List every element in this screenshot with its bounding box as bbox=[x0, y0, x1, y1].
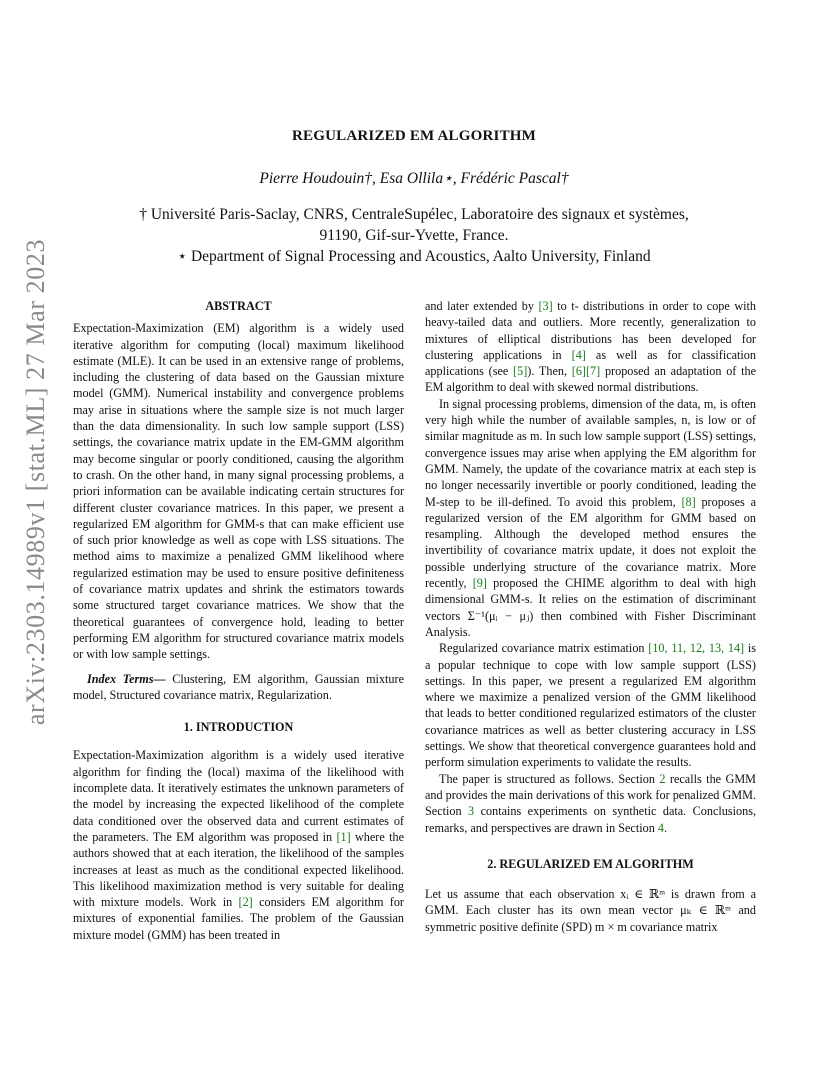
section-link[interactable]: 2 bbox=[659, 771, 666, 786]
arxiv-identifier: arXiv:2303.14989v1 [stat.ML] 27 Mar 2023 bbox=[21, 238, 50, 726]
citation-link[interactable]: [3] bbox=[538, 299, 553, 313]
affiliation-line-2: 91190, Gif-sur-Yvette, France. bbox=[319, 227, 509, 244]
section-link[interactable]: 4 bbox=[657, 820, 664, 835]
abstract-text: Expectation-Maximization (EM) algorithm is a widely used iterative algorithm for computing (local) maximum likelihood estimate (MLE). It can be used in an extensive range of problems, including the clustering of data based on the Gaussian mixture model (GMM). Numerical instability and convergence problems may arise in situations where the sample size is not much larger than the data dimensionality. In such low sample support (LSS) settings, the covariance matrix update in the EM-GMM algorithm may become singular or poorly conditioned, causing the algorithm to crash. On the other hand, in many signal processing problems, a priori information can be available indicating certain structures for different cluster covariance matrices. In this paper, we present a regularized EM algorithm for GMM-s that can make efficient use of such prior knowledge as well as cope with LSS situations. The method aims to maximize a penalized GMM likelihood where regularized estimation may be used to ensure positive definiteness of covariance matrix updates and shrink the estimators towards some structured target covariance matrices. We show that the theoretical guarantees of convergence hold, leading to better performing EM algorithm for structured covariance matrix models or with low sample settings. bbox=[73, 321, 404, 662]
citation-link[interactable]: [2] bbox=[238, 895, 253, 910]
index-terms-text: Clustering, EM algorithm, Gaussian mixture model, Structured covariance matrix, Regularization. bbox=[73, 671, 404, 702]
left-column bbox=[73, 298, 404, 943]
citation-link[interactable]: [10, 11, 12, 13, 14] bbox=[648, 641, 745, 656]
citation-link[interactable]: [4] bbox=[571, 347, 586, 362]
index-terms bbox=[73, 671, 404, 704]
section-link[interactable]: 3 bbox=[468, 804, 475, 819]
citation-link[interactable]: [5] bbox=[513, 364, 528, 379]
affiliation-line-1: † Université Paris-Saclay, CNRS, CentraleSupélec, Laboratoire des signaux et systèmes, bbox=[139, 206, 689, 223]
right-column bbox=[425, 298, 756, 935]
author-list: Pierre Houdouin†, Esa Ollila⋆, Frédéric Pascal† bbox=[259, 170, 569, 187]
index-terms-label: Index Terms— bbox=[87, 671, 166, 686]
arxiv-side-stamp bbox=[21, 238, 50, 726]
introduction-heading: 1. INTRODUCTION bbox=[183, 720, 294, 735]
citation-link[interactable]: [1] bbox=[336, 829, 351, 844]
affiliations bbox=[0, 204, 828, 267]
intro-paragraph-1: Expectation-Maximization algorithm is a widely used iterative algorithm for finding the (local) maxima of the likelihood with incomplete data. It iteratively estimates the unknown parameters of the model by increasing the expected likelihood of the complete data conditioned over the observed data and current estimates of the parameters. The EM algorithm was proposed in [1] where the authors showed that at each iteration, the likelihood of the samples increases at least as much as the conditional expected likelihood. This likelihood maximization method is very suitable for dealing with mixture models. Work in [2] considers EM algorithm for mixtures of exponential families. The problem of the Gaussian mixture model (GMM) has been treated in bbox=[73, 748, 404, 942]
intro-paragraph-3: Regularized covariance matrix estimation [10, 11, 12, 13, 14] is a popular technique to cope with low sample support (LSS) settings. In this paper, we present a regularized EM algorithm where we maximize a penalized version of the GMM likelihood that leads to better conditioned regularized estimators of the cluster covariance matrices as well as better clustering accuracy in LSS settings. We show that theoretical convergence guarantees hold and perform simulation experiments to validate the results. bbox=[425, 641, 756, 770]
citation-link[interactable]: [8] bbox=[681, 494, 696, 509]
paper-header bbox=[0, 128, 828, 267]
intro-paragraph-4: The paper is structured as follows. Section 2 recalls the GMM and provides the main derivations of this work for penalized GMM. Section 3 contains experiments on synthetic data. Conclusions, remarks, and perspectives are drawn in Section 4. bbox=[425, 771, 756, 835]
intro-paragraph-2: In signal processing problems, dimension of the data, m, is often very high while the number of available samples, n, is low or of similar magnitude as m. In such low sample support (LSS) settings, convergence issues may arise when applying the EM algorithm for GMM. Namely, the update of the covariance matrix at each step is no longer necessarily invertible or poorly conditioned, leading the M-step to be ill-defined. To avoid this problem, [8] proposes a regularized version of the EM algorithm for GMM based on resampling. Although the developed method ensures the invertibility of covariance matrix update, it does not exploit the possible underlying structure of the covariance matrix. More recently, [9] proposed the CHIME algorithm to deal with high dimensional GMM-s. It relies on the estimation of discriminant vectors Σ⁻¹(μᵢ − μⱼ) then combined with Fisher Discriminant Analysis. bbox=[425, 396, 756, 639]
section-2-heading: 2. REGULARIZED EM ALGORITHM bbox=[487, 856, 694, 871]
abstract-heading: ABSTRACT bbox=[205, 299, 272, 313]
citation-link[interactable]: [7] bbox=[585, 364, 601, 379]
citation-link[interactable]: [6] bbox=[571, 364, 586, 379]
affiliation-line-3: ⋆ Department of Signal Processing and Acoustics, Aalto University, Finland bbox=[177, 248, 651, 265]
paper-title: REGULARIZED EM ALGORITHM bbox=[292, 128, 536, 144]
citation-link[interactable]: [9] bbox=[472, 576, 487, 591]
section-2-text: Let us assume that each observation xᵢ ∈ ℝᵐ is drawn from a GMM. Each cluster has its own mean vector μₖ ∈ ℝᵐ and symmetric positive definite (SPD) m × m covariance matrix bbox=[425, 887, 756, 934]
intro-paragraph-1-continued: and later extended by [3] to t- distributions in order to cope with heavy-tailed data and outliers. More recently, generalization to mixtures of elliptical distributions has been developed for clustering applications in [4] as well as for classification applications (see [5]). Then, [6][7] proposed an adaptation of the EM algorithm to deal with skewed normal distributions. bbox=[425, 299, 756, 395]
